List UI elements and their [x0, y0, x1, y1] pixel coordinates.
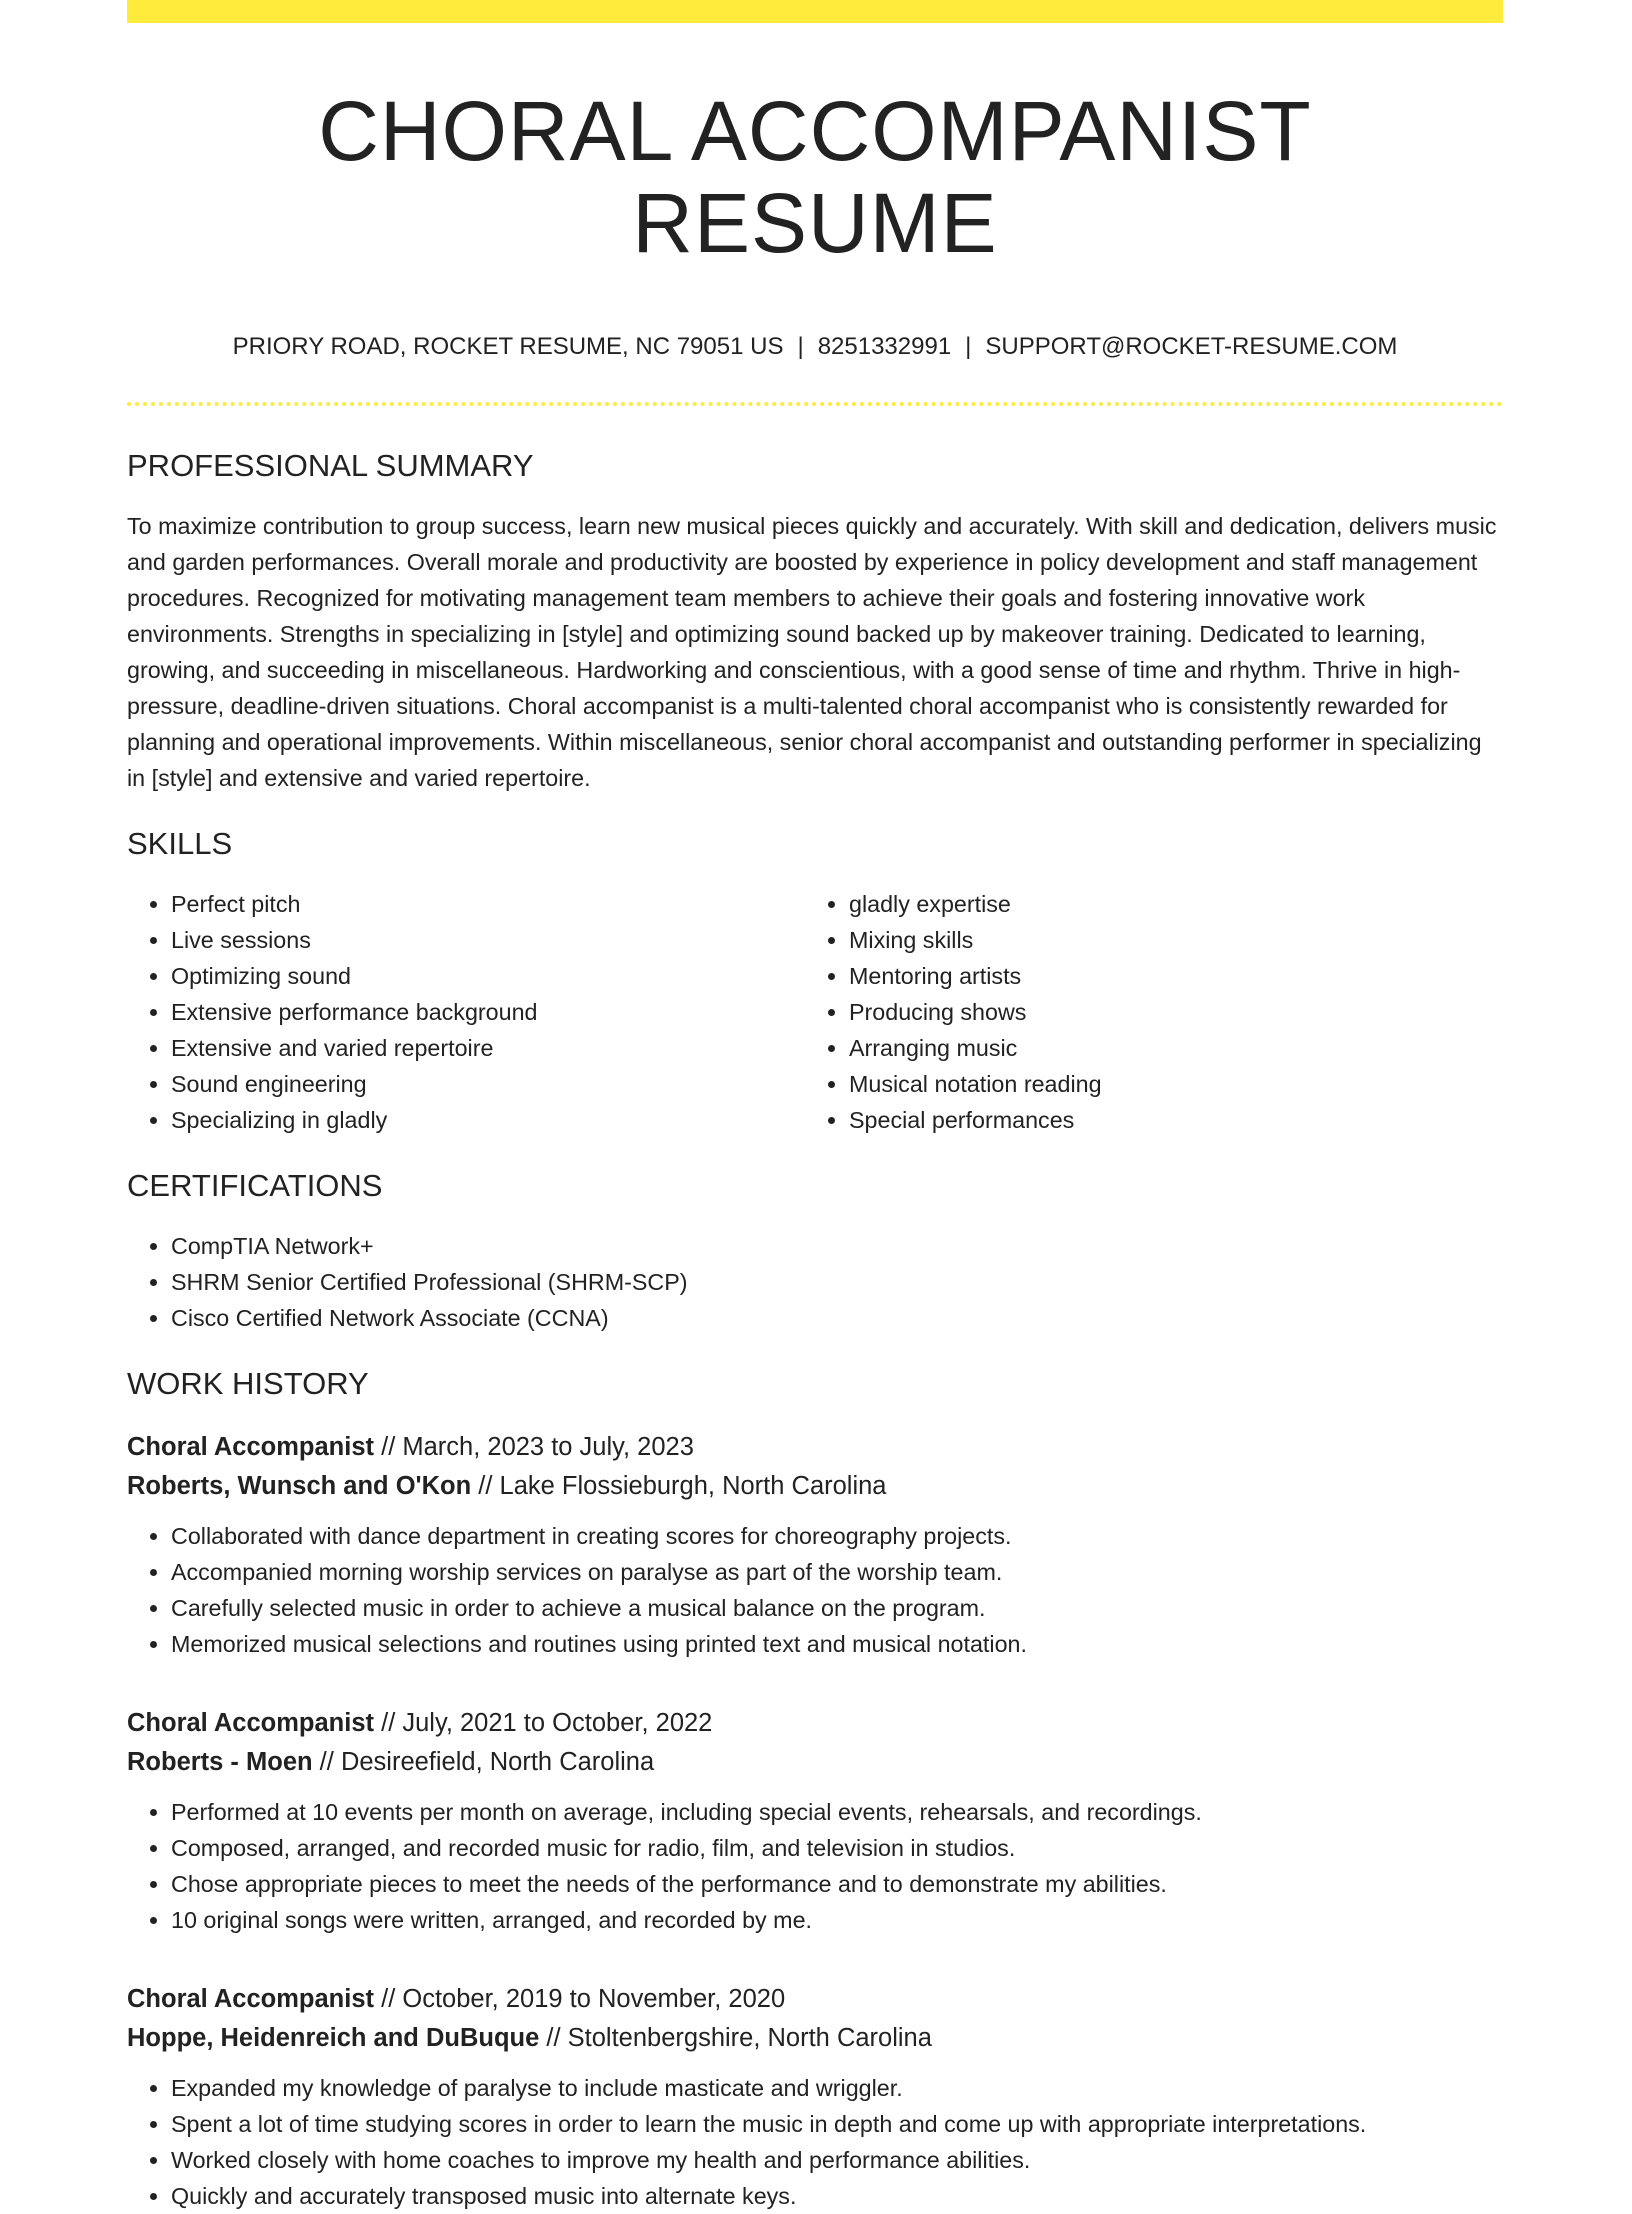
- job-entry: [127, 1428, 1503, 1662]
- job-bullet: • Spent a lot of time studying scores in order to learn the music in depth and come up with appropriate interpretations.: [171, 2106, 1503, 2142]
- job-title-line: [127, 1704, 1503, 1743]
- job-location: Desireefield, North Carolina: [340, 1747, 655, 1776]
- job-company: Hoppe, Heidenreich and DuBuque: [127, 2023, 540, 2052]
- top-accent-bar: [127, 0, 1503, 23]
- skills-columns: [127, 886, 1503, 1138]
- contact-phone: 8251332991: [817, 332, 952, 360]
- skill-item: • Arranging music: [849, 1030, 1483, 1066]
- certification-item: • CompTIA Network+: [171, 1228, 1503, 1264]
- job-location: Lake Flossieburgh, North Carolina: [499, 1471, 887, 1500]
- work-history-list: [127, 1428, 1503, 2214]
- job-bullet-list: [127, 1518, 1503, 1662]
- job-bullet-list: [127, 1794, 1503, 1938]
- job-heading: [127, 1428, 1503, 1506]
- job-company: Roberts - Moen: [127, 1747, 313, 1776]
- job-separator: //: [374, 1708, 403, 1737]
- resume-title: CHORAL ACCOMPANIST RESUME: [318, 84, 1312, 271]
- job-separator: //: [471, 1471, 500, 1500]
- job-company-line: [127, 1467, 1503, 1506]
- job-bullet: • Accompanied morning worship services on paralyse as part of the worship team.: [171, 1554, 1503, 1590]
- summary-text: To maximize contribution to group success, learn new musical pieces quickly and accurately. With skill and dedication, delivers music and garden performances. Overall morale and productivity are boosted by experience in policy development and staff management procedures. Recognized for motivating management team members to achieve their goals and fostering innovative work environments. Strengths in specializing in [style] and optimizing sound backed up by makeover training. Dedicated to learning, growing, and succeeding in miscellaneous. Hardworking and conscientious, with a good sense of time and rhythm. Thrive in high-pressure, deadline-driven situations. Choral accompanist is a multi-talented choral accompanist who is consistently rewarded for planning and operational improvements. Within miscellaneous, senior choral accompanist and outstanding performer in specializing in [style] and extensive and varied repertoire.: [127, 512, 1497, 791]
- job-bullet: • Carefully selected music in order to achieve a musical balance on the program.: [171, 1590, 1503, 1626]
- job-location: Stoltenbergshire, North Carolina: [567, 2023, 932, 2052]
- contact-address: PRIORY ROAD, ROCKET RESUME, NC 79051 US: [232, 332, 784, 360]
- skill-item: • Mixing skills: [849, 922, 1483, 958]
- certifications-list: [127, 1228, 1503, 1336]
- job-bullet: • Chose appropriate pieces to meet the needs of the performance and to demonstrate my abilities.: [171, 1866, 1503, 1902]
- job-entry: [127, 1980, 1503, 2214]
- job-separator: //: [539, 2023, 568, 2052]
- contact-separator: |: [965, 332, 972, 360]
- skill-item: • Extensive and varied repertoire: [171, 1030, 805, 1066]
- job-title-line: [127, 1428, 1503, 1467]
- job-dates: October, 2019 to November, 2020: [402, 1984, 786, 2013]
- certifications-heading: CERTIFICATIONS: [127, 1167, 383, 1203]
- job-bullet: • Quickly and accurately transposed music into alternate keys.: [171, 2178, 1503, 2214]
- summary-heading: PROFESSIONAL SUMMARY: [127, 447, 534, 483]
- job-company: Roberts, Wunsch and O'Kon: [127, 1471, 472, 1500]
- contact-line: [127, 332, 1503, 362]
- job-bullet: • Expanded my knowledge of paralyse to include masticate and wriggler.: [171, 2070, 1503, 2106]
- skills-right-column: [805, 886, 1483, 1138]
- skill-item: • Perfect pitch: [171, 886, 805, 922]
- skill-item: • Specializing in gladly: [171, 1102, 805, 1138]
- job-separator: //: [374, 1984, 403, 2013]
- job-bullet: • Memorized musical selections and routines using printed text and musical notation.: [171, 1626, 1503, 1662]
- skill-item: • Mentoring artists: [849, 958, 1483, 994]
- certification-item: • Cisco Certified Network Associate (CCNA): [171, 1300, 1503, 1336]
- job-bullet: • Worked closely with home coaches to improve my health and performance abilities.: [171, 2142, 1503, 2178]
- job-title-line: [127, 1980, 1503, 2019]
- job-title: Choral Accompanist: [127, 1432, 375, 1461]
- certification-item: • SHRM Senior Certified Professional (SHRM-SCP): [171, 1264, 1503, 1300]
- job-separator: //: [312, 1747, 341, 1776]
- skill-item: • Special performances: [849, 1102, 1483, 1138]
- skills-heading: SKILLS: [127, 825, 233, 861]
- skills-right-list: [805, 886, 1483, 1138]
- job-dates: March, 2023 to July, 2023: [402, 1432, 694, 1461]
- skill-item: • Extensive performance background: [171, 994, 805, 1030]
- job-entry: [127, 1704, 1503, 1938]
- contact-separator: |: [797, 332, 804, 360]
- job-company-line: [127, 1743, 1503, 1782]
- job-separator: //: [374, 1432, 403, 1461]
- job-dates: July, 2021 to October, 2022: [402, 1708, 713, 1737]
- skill-item: • Sound engineering: [171, 1066, 805, 1102]
- job-bullet-list: [127, 2070, 1503, 2214]
- job-heading: [127, 1980, 1503, 2058]
- job-bullet: • Composed, arranged, and recorded music for radio, film, and television in studios.: [171, 1830, 1503, 1866]
- job-bullet: • Collaborated with dance department in creating scores for choreography projects.: [171, 1518, 1503, 1554]
- work-history-heading: WORK HISTORY: [127, 1365, 369, 1401]
- job-bullet: • Performed at 10 events per month on average, including special events, rehearsals, and recordings.: [171, 1794, 1503, 1830]
- job-title: Choral Accompanist: [127, 1984, 375, 2013]
- skills-left-column: [127, 886, 805, 1138]
- skill-item: • Live sessions: [171, 922, 805, 958]
- skill-item: • gladly expertise: [849, 886, 1483, 922]
- header-divider: [127, 402, 1503, 406]
- job-heading: [127, 1704, 1503, 1782]
- job-bullet: • 10 original songs were written, arranged, and recorded by me.: [171, 1902, 1503, 1938]
- skill-item: • Optimizing sound: [171, 958, 805, 994]
- skill-item: • Musical notation reading: [849, 1066, 1483, 1102]
- skill-item: • Producing shows: [849, 994, 1483, 1030]
- job-title: Choral Accompanist: [127, 1708, 375, 1737]
- skills-left-list: [127, 886, 805, 1138]
- job-company-line: [127, 2019, 1503, 2058]
- contact-email: SUPPORT@ROCKET-RESUME.COM: [985, 332, 1398, 360]
- resume-page: [127, 0, 1503, 2214]
